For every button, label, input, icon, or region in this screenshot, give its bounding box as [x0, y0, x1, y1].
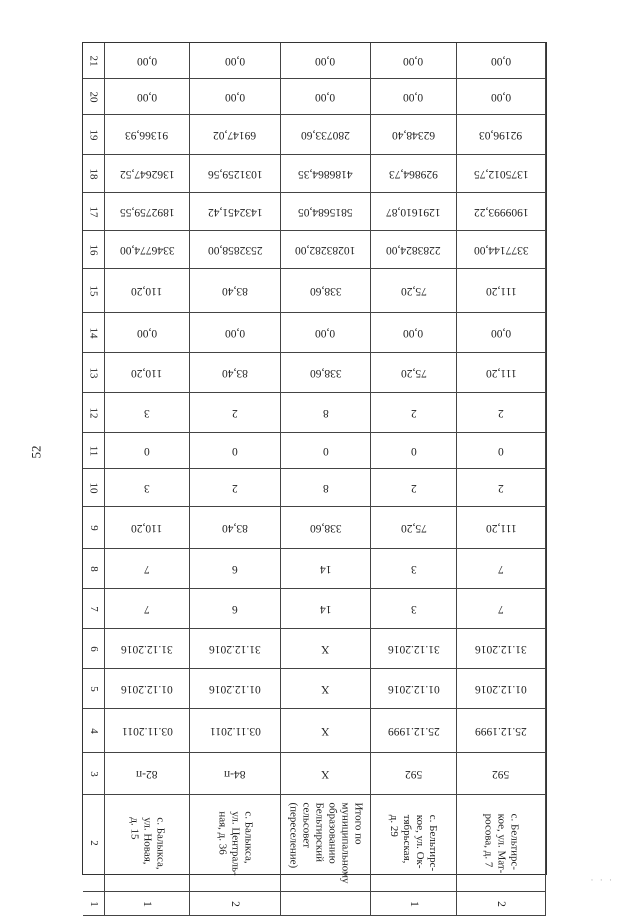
address-cell-text: с. Бельтирс- кое, ул. Ок- тябрьская, д. 29	[388, 814, 440, 872]
table-cell	[190, 231, 281, 269]
table-cell-text: X	[321, 724, 330, 737]
table-cell-text: 1362647,52	[119, 167, 175, 180]
table-cell	[371, 709, 457, 753]
table-cell	[105, 507, 190, 549]
table-cell-text: 110,20	[131, 284, 163, 297]
table-cell	[190, 589, 281, 629]
column-number-header-text: 9	[87, 524, 100, 531]
table-cell	[457, 155, 546, 193]
table-cell	[105, 155, 190, 193]
table-cell	[281, 753, 371, 795]
table-cell-text: 31.12.2016	[475, 642, 527, 655]
table-cell	[457, 393, 546, 433]
column-number-header-text: 12	[87, 407, 100, 418]
table-cell-text: 2	[410, 481, 417, 494]
table-cell-text: 25.12.1999	[475, 724, 527, 737]
table-cell	[457, 79, 546, 115]
table-cell	[281, 549, 371, 589]
table-cell-text: 2	[232, 406, 238, 419]
table-cell-text: 111,20	[485, 284, 517, 297]
table-cell-text: 31.12.2016	[387, 642, 440, 655]
column-number-header	[83, 43, 105, 79]
row-number-cell	[190, 892, 281, 916]
table-cell-text: 0	[410, 444, 417, 457]
column-number-header	[83, 892, 105, 916]
rotated-data-table	[82, 42, 547, 907]
column-number-header	[83, 507, 105, 549]
table-cell-text: 0,00	[315, 90, 336, 103]
table-cell	[281, 669, 371, 709]
table-cell-text: 14	[319, 562, 332, 575]
table-cell	[190, 313, 281, 353]
table-cell	[371, 79, 457, 115]
address-cell-text: с. Бельтирс- кое, ул. Мат- росова, д. 7	[482, 813, 521, 873]
table-cell	[281, 507, 371, 549]
table-cell	[281, 115, 371, 155]
table-cell	[105, 115, 190, 155]
table-cell	[371, 193, 457, 231]
table-cell	[105, 549, 190, 589]
column-number-header	[83, 753, 105, 795]
table-cell-text: 0,00	[403, 54, 424, 67]
table-cell	[281, 313, 371, 353]
page-number: 52	[28, 445, 44, 459]
table-cell	[105, 393, 190, 433]
table-cell	[371, 231, 457, 269]
table-cell	[371, 507, 457, 549]
table-cell-text: 0,00	[490, 54, 512, 67]
table-cell-text: 3	[144, 406, 150, 419]
table-cell	[105, 193, 190, 231]
table-cell	[190, 507, 281, 549]
table-cell-text: 31.12.2016	[209, 642, 261, 655]
column-number-header-text: 16	[87, 244, 100, 255]
table-cell-text: 7	[144, 602, 150, 615]
column-number-header	[83, 155, 105, 193]
table-cell	[457, 589, 546, 629]
table-cell	[457, 753, 546, 795]
table-cell	[105, 231, 190, 269]
table-cell	[371, 269, 457, 313]
column-number-header-text: 13	[87, 367, 100, 378]
table-cell-text: 83,40	[222, 366, 248, 379]
table-cell-text: 3	[410, 602, 417, 615]
table-cell-text: X	[321, 767, 330, 780]
table-cell	[105, 629, 190, 669]
table-cell	[281, 709, 371, 753]
table-cell	[281, 433, 371, 469]
table-cell	[457, 43, 546, 79]
table-cell-text: 31.12.2016	[121, 642, 173, 655]
column-number-header-text: 18	[87, 168, 100, 179]
table-cell-text: 1432451,42	[207, 205, 263, 218]
table-cell-text: 3346774,00	[119, 243, 175, 256]
row-number-cell	[281, 892, 371, 916]
column-number-header-text: 17	[87, 206, 100, 217]
table-cell	[457, 193, 546, 231]
column-number-header	[83, 795, 105, 892]
table-cell	[371, 393, 457, 433]
table-cell-text: 01.12.2016	[475, 682, 527, 695]
column-number-header	[83, 269, 105, 313]
table-cell	[371, 469, 457, 507]
table-cell	[281, 393, 371, 433]
table-cell-text: 0	[498, 444, 504, 457]
table-cell-text: 592	[404, 767, 423, 780]
table-cell	[371, 353, 457, 393]
table-cell	[190, 353, 281, 393]
table-cell	[190, 629, 281, 669]
table-cell	[105, 313, 190, 353]
table-cell	[281, 269, 371, 313]
table-cell	[371, 589, 457, 629]
table-cell	[371, 629, 457, 669]
table-cell-text: 25.12.1999	[387, 724, 440, 737]
column-number-header-text: 11	[87, 445, 100, 456]
table-cell	[105, 43, 190, 79]
column-number-header-text: 2	[87, 840, 100, 846]
column-number-header-text: 8	[87, 565, 100, 572]
table-cell-text: 0,00	[224, 326, 246, 339]
table-cell-text: 10283282,00	[295, 243, 356, 256]
table-cell-text: 0	[232, 444, 238, 457]
table-cell-text: 2283824,00	[386, 243, 441, 256]
table-cell-text: 0	[322, 444, 329, 457]
table-cell	[105, 353, 190, 393]
address-cell	[190, 795, 281, 892]
column-number-header-text: 10	[87, 482, 100, 493]
column-number-header-text: 14	[87, 327, 100, 338]
table-cell-text: 110,20	[131, 366, 163, 379]
table-cell	[281, 43, 371, 79]
column-number-header	[83, 629, 105, 669]
table-cell-text: 280733,60	[301, 128, 350, 141]
table-cell-text: 62348,40	[391, 128, 436, 141]
table-cell-text: 91366,93	[125, 128, 169, 141]
column-number-header-text: 7	[87, 605, 100, 612]
table-cell-text: 7	[498, 602, 504, 615]
table-cell	[457, 507, 546, 549]
table-cell	[371, 115, 457, 155]
table-cell	[105, 709, 190, 753]
table-cell-text: 0,00	[490, 326, 512, 339]
table-cell-text: 8	[322, 406, 329, 419]
table-cell-text: 7	[498, 562, 504, 575]
table-cell	[457, 269, 546, 313]
column-number-header	[83, 353, 105, 393]
column-number-header-text: 21	[87, 55, 100, 66]
column-number-header-text: 1	[87, 900, 100, 907]
column-number-header	[83, 469, 105, 507]
table-cell-text: X	[321, 682, 330, 695]
row-number-cell-text: 2	[229, 900, 241, 907]
row-number-cell-text: 1	[407, 900, 420, 907]
table-cell	[105, 469, 190, 507]
table-cell-text: 3	[410, 562, 417, 575]
table-cell-text: 03.11.2011	[121, 724, 173, 737]
table-cell-text: 1031259,56	[207, 167, 263, 180]
table-cell-text: 01.12.2016	[387, 682, 440, 695]
table-cell	[281, 231, 371, 269]
column-number-header	[83, 589, 105, 629]
table-cell	[457, 549, 546, 589]
table-cell-text: 83,40	[222, 521, 248, 534]
row-number-cell-text: 2	[495, 900, 507, 907]
table-cell-text: 01.12.2016	[121, 682, 173, 695]
address-cell	[105, 795, 190, 892]
table-cell	[457, 231, 546, 269]
table-cell-text: 0,00	[136, 326, 158, 339]
table-cell-text: 14	[319, 602, 332, 615]
table-cell	[371, 549, 457, 589]
table-cell-text: 0,00	[224, 54, 246, 67]
table-cell-text: 0,00	[315, 326, 336, 339]
column-number-header	[83, 79, 105, 115]
column-number-header	[83, 193, 105, 231]
table-cell	[281, 353, 371, 393]
table-cell	[371, 155, 457, 193]
table-cell	[457, 353, 546, 393]
table-cell-text: 2	[498, 481, 504, 494]
table-cell-text: 0,00	[224, 90, 246, 103]
table-cell	[371, 753, 457, 795]
table-cell-text: 8	[322, 481, 329, 494]
table-cell	[371, 433, 457, 469]
table-cell-text: 03.11.2011	[209, 724, 261, 737]
table-cell	[457, 629, 546, 669]
table-cell	[457, 469, 546, 507]
table-cell-text: 92196,03	[479, 128, 523, 141]
table-cell	[281, 469, 371, 507]
table-cell-text: 0,00	[403, 326, 424, 339]
address-cell	[371, 795, 457, 892]
table-cell	[190, 709, 281, 753]
table-cell-text: 3377144,00	[473, 243, 529, 256]
table-cell	[281, 193, 371, 231]
column-number-header	[83, 231, 105, 269]
table-cell	[190, 115, 281, 155]
table-cell-text: 84-п	[224, 767, 246, 780]
table-cell	[190, 669, 281, 709]
table-cell	[190, 393, 281, 433]
table-cell-text: 929864,73	[389, 167, 438, 180]
table-cell-text: 1375012,75	[473, 167, 529, 180]
address-cell	[457, 795, 546, 892]
table-cell	[105, 669, 190, 709]
address-cell-text: с. Балыкса, ул. Новая, д. 15	[128, 816, 167, 870]
table-cell	[190, 43, 281, 79]
table-cell	[281, 155, 371, 193]
table-cell-text: 7	[144, 562, 150, 575]
table-cell	[105, 433, 190, 469]
address-cell-text: с. Балыкса, ул. Централь- ная, д. 36	[216, 810, 255, 876]
table-cell-text: 2	[410, 406, 417, 419]
address-cell-text: Итого по муниципальному образованию Бельтирский сельсовет (переселение)	[287, 802, 365, 884]
row-number-cell	[457, 892, 546, 916]
table-cell-text: 0,00	[136, 90, 158, 103]
table-cell-text: 592	[492, 767, 510, 780]
table-cell-text: 1291610,87	[386, 205, 441, 218]
column-number-header	[83, 313, 105, 353]
table-cell	[457, 115, 546, 155]
column-number-header-text: 6	[87, 645, 100, 652]
table-cell-text: 338,60	[309, 366, 342, 379]
column-number-header	[83, 669, 105, 709]
table-cell	[457, 669, 546, 709]
row-number-cell-text: 1	[141, 900, 153, 907]
table-cell-text: 3	[144, 481, 150, 494]
column-number-header-text: 3	[87, 770, 100, 777]
table-cell	[190, 753, 281, 795]
column-number-header	[83, 549, 105, 589]
table-cell	[190, 155, 281, 193]
table-cell-text: 01.12.2016	[209, 682, 261, 695]
table-cell-text: 0,00	[403, 90, 424, 103]
table-cell-text: 82-п	[136, 767, 158, 780]
table-cell	[105, 269, 190, 313]
table-cell-text: 5815684,05	[298, 205, 353, 218]
table-cell-text: 0	[144, 444, 150, 457]
table-cell	[281, 629, 371, 669]
table-cell	[371, 669, 457, 709]
table-cell	[457, 433, 546, 469]
table-cell	[457, 709, 546, 753]
column-number-header-text: 19	[87, 129, 100, 140]
table-cell	[105, 589, 190, 629]
scan-artifact: · · ·	[590, 875, 614, 885]
table-cell	[281, 79, 371, 115]
table-cell-text: 2	[232, 481, 238, 494]
table-cell-text: 1892759,55	[119, 205, 175, 218]
table-cell-text: 338,60	[309, 521, 342, 534]
table-cell-text: 111,20	[485, 366, 517, 379]
column-number-header	[83, 709, 105, 753]
column-number-header-text: 20	[87, 91, 100, 102]
table-cell-text: 338,60	[309, 284, 342, 297]
table-cell	[371, 43, 457, 79]
column-number-header	[83, 433, 105, 469]
table-cell-text: 0,00	[490, 90, 512, 103]
table-cell-text: 6	[232, 602, 238, 615]
table-cell-text: 111,20	[485, 521, 517, 534]
table-cell	[190, 433, 281, 469]
column-number-header	[83, 393, 105, 433]
column-number-header	[83, 115, 105, 155]
table-cell-text: 4186864,35	[298, 167, 353, 180]
row-number-cell	[371, 892, 457, 916]
table-cell-text: X	[321, 642, 330, 655]
table-cell-text: 0,00	[315, 54, 336, 67]
table-cell	[190, 469, 281, 507]
table-cell	[105, 753, 190, 795]
table-cell-text: 2532858,00	[207, 243, 263, 256]
row-number-cell	[105, 892, 190, 916]
table-cell-text: 0,00	[136, 54, 158, 67]
table-cell	[457, 313, 546, 353]
table-cell	[371, 313, 457, 353]
table-cell-text: 1909993,22	[473, 205, 529, 218]
table-cell	[190, 79, 281, 115]
table-cell	[190, 269, 281, 313]
table-cell-text: 83,40	[222, 284, 248, 297]
column-number-header-text: 4	[87, 727, 100, 734]
column-number-header-text: 15	[87, 285, 100, 296]
table-cell-text: 110,20	[131, 521, 163, 534]
table-cell-text: 2	[498, 406, 504, 419]
table-cell-text: 75,20	[400, 284, 427, 297]
table-cell	[190, 549, 281, 589]
table-cell-text: 75,20	[400, 366, 427, 379]
table-cell-text: 69147,02	[213, 128, 257, 141]
table-cell-text: 75,20	[400, 521, 427, 534]
address-cell	[281, 795, 371, 892]
table-cell	[105, 79, 190, 115]
column-number-header-text: 5	[87, 685, 100, 692]
table-cell-text: 6	[232, 562, 238, 575]
table-cell	[190, 193, 281, 231]
table-cell	[281, 589, 371, 629]
